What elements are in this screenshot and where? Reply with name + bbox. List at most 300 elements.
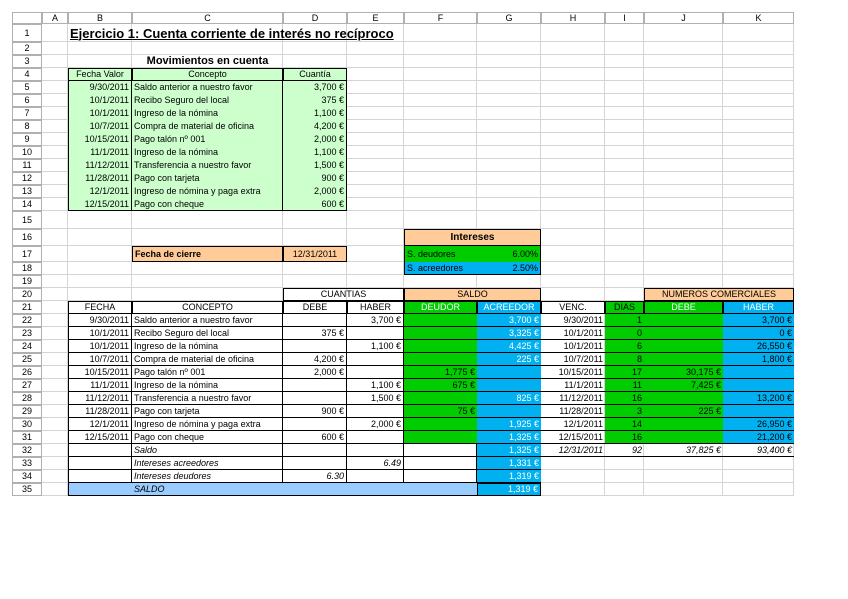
row-header[interactable]: 14 [12, 198, 42, 211]
haber-cell[interactable]: 2,000 € [347, 418, 404, 431]
nc-debe-cell[interactable] [644, 314, 723, 327]
acreedor-cell[interactable] [477, 405, 541, 418]
saldo-row-nc-debe[interactable]: 37,825 € [644, 444, 723, 457]
grid-cell[interactable] [42, 392, 68, 405]
grid-cell[interactable] [541, 120, 605, 133]
grid-cell[interactable] [283, 262, 347, 275]
concepto-cell[interactable]: Compra de material de oficina [132, 353, 283, 366]
grid-cell[interactable] [541, 172, 605, 185]
grid-cell[interactable] [644, 483, 723, 496]
nc-haber-cell[interactable]: 1,800 € [723, 353, 794, 366]
grid-cell[interactable] [723, 107, 794, 120]
nc-debe-cell[interactable] [644, 327, 723, 340]
grid-cell[interactable] [644, 185, 723, 198]
grid-cell[interactable] [404, 185, 477, 198]
column-header[interactable]: A [42, 12, 68, 24]
haber-cell[interactable] [347, 327, 404, 340]
mov-cuantia[interactable]: 375 € [283, 94, 347, 107]
grid-cell[interactable] [477, 120, 541, 133]
concepto-header[interactable]: Concepto [132, 68, 283, 81]
mov-cuantia[interactable]: 1,500 € [283, 159, 347, 172]
mov-concepto[interactable]: Pago con tarjeta [132, 172, 283, 185]
grid-cell[interactable] [42, 340, 68, 353]
grid-cell[interactable] [404, 120, 477, 133]
grid-cell[interactable] [477, 159, 541, 172]
grid-cell[interactable] [42, 314, 68, 327]
grid-cell[interactable] [477, 94, 541, 107]
deudor-cell[interactable]: 75 € [404, 405, 477, 418]
grid-cell[interactable] [42, 275, 68, 288]
saldo-row-haber[interactable] [347, 444, 404, 457]
grid-cell[interactable] [42, 172, 68, 185]
mov-fecha[interactable]: 11/28/2011 [68, 172, 132, 185]
row-header[interactable]: 23 [12, 327, 42, 340]
grid-cell[interactable] [347, 246, 404, 262]
grid-cell[interactable] [644, 107, 723, 120]
mov-fecha[interactable]: 9/30/2011 [68, 81, 132, 94]
grid-cell[interactable] [42, 55, 68, 68]
int-deu-haber[interactable] [347, 470, 404, 483]
row-header[interactable]: 5 [12, 81, 42, 94]
haber-cell[interactable] [347, 366, 404, 379]
grid-cell[interactable] [605, 275, 644, 288]
saldo-row-dias[interactable]: 92 [605, 444, 644, 457]
debe-cell[interactable]: 900 € [283, 405, 347, 418]
grid-cell[interactable] [42, 470, 68, 483]
grid-cell[interactable] [477, 211, 541, 229]
int-acreedores-label[interactable]: Intereses acreedores [132, 457, 283, 470]
grid-cell[interactable] [42, 211, 68, 229]
grid-cell[interactable] [605, 146, 644, 159]
saldo-final-label[interactable]: SALDO [132, 483, 283, 496]
saldo-final-deudor[interactable] [404, 483, 477, 496]
grid-cell[interactable] [723, 198, 794, 211]
grid-cell[interactable] [605, 81, 644, 94]
debe-cell[interactable]: 600 € [283, 431, 347, 444]
acreedor-header[interactable]: ACREEDOR [477, 301, 541, 314]
acreedor-cell[interactable]: 1,325 € [477, 431, 541, 444]
grid-cell[interactable] [477, 185, 541, 198]
mov-concepto[interactable]: Pago con cheque [132, 198, 283, 211]
row-header[interactable]: 21 [12, 301, 42, 314]
venc-header[interactable]: VENC. [541, 301, 605, 314]
grid-cell[interactable] [723, 172, 794, 185]
venc-cell[interactable]: 11/12/2011 [541, 392, 605, 405]
dias-cell[interactable]: 1 [605, 314, 644, 327]
row-header[interactable]: 20 [12, 288, 42, 301]
mov-fecha[interactable]: 12/15/2011 [68, 198, 132, 211]
grid-cell[interactable] [723, 24, 794, 42]
mov-concepto[interactable]: Compra de material de oficina [132, 120, 283, 133]
grid-cell[interactable] [723, 146, 794, 159]
mov-fecha[interactable]: 11/1/2011 [68, 146, 132, 159]
dias-cell[interactable]: 6 [605, 340, 644, 353]
nc-haber-cell[interactable]: 26,950 € [723, 418, 794, 431]
row-header[interactable]: 24 [12, 340, 42, 353]
mov-concepto[interactable]: Ingreso de la nómina [132, 146, 283, 159]
grid-cell[interactable] [541, 42, 605, 55]
grid-cell[interactable] [605, 133, 644, 146]
grid-cell[interactable] [404, 275, 477, 288]
grid-cell[interactable] [477, 133, 541, 146]
grid-cell[interactable] [42, 457, 68, 470]
grid-cell[interactable] [541, 288, 605, 301]
mov-cuantia[interactable]: 2,000 € [283, 133, 347, 146]
grid-cell[interactable] [644, 42, 723, 55]
mov-concepto[interactable]: Ingreso de la nómina [132, 107, 283, 120]
grid-cell[interactable] [404, 159, 477, 172]
mov-fecha[interactable]: 10/1/2011 [68, 94, 132, 107]
grid-cell[interactable] [541, 55, 605, 68]
grid-cell[interactable] [42, 288, 68, 301]
grid-cell[interactable] [42, 229, 68, 246]
grid-cell[interactable] [347, 159, 404, 172]
row-header[interactable]: 32 [12, 444, 42, 457]
debe-header[interactable]: DEBE [283, 301, 347, 314]
grid-cell[interactable] [404, 94, 477, 107]
grid-cell[interactable] [605, 159, 644, 172]
venc-cell[interactable]: 12/15/2011 [541, 431, 605, 444]
saldo-row-nc-haber[interactable]: 93,400 € [723, 444, 794, 457]
grid-cell[interactable] [68, 211, 132, 229]
grid-cell[interactable] [605, 107, 644, 120]
row-header[interactable]: 10 [12, 146, 42, 159]
grid-cell[interactable] [404, 107, 477, 120]
fecha-cell[interactable]: 11/12/2011 [68, 392, 132, 405]
movimientos-title[interactable]: Movimientos en cuenta [146, 55, 269, 67]
int-acreedores-haber[interactable]: 6.49 [347, 457, 404, 470]
grid-cell[interactable] [347, 275, 404, 288]
grid-cell[interactable] [477, 107, 541, 120]
intereses-title[interactable]: Intereses [404, 229, 541, 246]
row-header[interactable]: 7 [12, 107, 42, 120]
grid-cell[interactable] [42, 146, 68, 159]
mov-concepto[interactable]: Transferencia a nuestro favor [132, 159, 283, 172]
int-acr-debe[interactable] [283, 457, 347, 470]
grid-cell[interactable] [605, 68, 644, 81]
mov-cuantia[interactable]: 1,100 € [283, 146, 347, 159]
grid-cell[interactable] [347, 42, 404, 55]
grid-cell[interactable] [644, 275, 723, 288]
grid-cell[interactable] [541, 185, 605, 198]
mov-fecha[interactable]: 10/1/2011 [68, 107, 132, 120]
row-header[interactable]: 35 [12, 483, 42, 496]
dias-cell[interactable]: 3 [605, 405, 644, 418]
column-header[interactable]: J [644, 12, 723, 24]
grid-cell[interactable] [68, 42, 132, 55]
grid-cell[interactable] [541, 262, 605, 275]
row-header[interactable]: 13 [12, 185, 42, 198]
mov-fecha[interactable]: 11/12/2011 [68, 159, 132, 172]
saldo-final-value[interactable]: 1,319 € [477, 483, 541, 496]
nc-debe-header[interactable]: DEBE [644, 301, 723, 314]
saldo-row-deudor[interactable] [404, 444, 477, 457]
debe-cell[interactable]: 2,000 € [283, 366, 347, 379]
grid-cell[interactable] [42, 431, 68, 444]
grid-cell[interactable] [42, 133, 68, 146]
grid-cell[interactable] [283, 229, 347, 246]
row-header[interactable]: 11 [12, 159, 42, 172]
row-header[interactable]: 25 [12, 353, 42, 366]
grid-cell[interactable] [723, 246, 794, 262]
row-header[interactable]: 19 [12, 275, 42, 288]
int-acr-deudor[interactable] [404, 457, 477, 470]
grid-cell[interactable] [347, 198, 404, 211]
grid-cell[interactable] [723, 159, 794, 172]
grid-cell[interactable] [605, 229, 644, 246]
saldo-final-debe[interactable] [283, 483, 347, 496]
dias-cell[interactable]: 11 [605, 379, 644, 392]
grid-cell[interactable] [723, 483, 794, 496]
grid-cell[interactable] [42, 81, 68, 94]
grid-cell[interactable] [605, 120, 644, 133]
grid-cell[interactable] [644, 81, 723, 94]
grid-cell[interactable] [644, 24, 723, 42]
grid-cell[interactable] [541, 246, 605, 262]
grid-cell[interactable] [404, 211, 477, 229]
nc-haber-cell[interactable]: 0 € [723, 327, 794, 340]
grid-cell[interactable] [283, 275, 347, 288]
grid-cell[interactable] [541, 68, 605, 81]
grid-cell[interactable] [42, 366, 68, 379]
grid-cell[interactable] [723, 211, 794, 229]
grid-cell[interactable] [723, 94, 794, 107]
grid-cell[interactable] [42, 94, 68, 107]
nc-debe-cell[interactable]: 7,425 € [644, 379, 723, 392]
column-header[interactable]: E [347, 12, 404, 24]
concepto-cell[interactable]: Pago con tarjeta [132, 405, 283, 418]
grid-cell[interactable] [42, 483, 68, 496]
grid-cell[interactable] [404, 198, 477, 211]
grid-cell[interactable] [644, 229, 723, 246]
grid-cell[interactable] [42, 353, 68, 366]
grid-cell[interactable] [347, 229, 404, 246]
grid-cell[interactable] [605, 483, 644, 496]
grid-cell[interactable] [404, 81, 477, 94]
deudor-cell[interactable] [404, 340, 477, 353]
cuantia-header[interactable]: Cuantía [283, 68, 347, 81]
column-header[interactable]: K [723, 12, 794, 24]
nc-haber-cell[interactable] [723, 366, 794, 379]
grid-cell[interactable] [404, 146, 477, 159]
grid-cell[interactable] [723, 470, 794, 483]
int-acr-blank[interactable] [68, 457, 132, 470]
concepto-cell[interactable]: Ingreso de la nómina [132, 379, 283, 392]
grid-cell[interactable] [347, 185, 404, 198]
venc-cell[interactable]: 10/1/2011 [541, 327, 605, 340]
row-header[interactable]: 29 [12, 405, 42, 418]
grid-cell[interactable] [42, 327, 68, 340]
int-deudores-label[interactable]: Intereses deudores [132, 470, 283, 483]
grid-cell[interactable] [605, 198, 644, 211]
grid-cell[interactable] [42, 68, 68, 81]
debe-cell[interactable]: 375 € [283, 327, 347, 340]
concepto-cell[interactable]: Ingreso de la nómina [132, 340, 283, 353]
cuantias-group-header[interactable]: CUANTIAS [283, 288, 404, 301]
mov-fecha[interactable]: 12/1/2011 [68, 185, 132, 198]
venc-cell[interactable]: 10/7/2011 [541, 353, 605, 366]
grid-cell[interactable] [42, 42, 68, 55]
grid-cell[interactable] [723, 68, 794, 81]
concepto-cell[interactable]: Transferencia a nuestro favor [132, 392, 283, 405]
grid-cell[interactable] [42, 246, 68, 262]
grid-cell[interactable] [541, 159, 605, 172]
row-header[interactable]: 18 [12, 262, 42, 275]
grid-cell[interactable] [644, 94, 723, 107]
row-header[interactable]: 27 [12, 379, 42, 392]
fecha-cell[interactable]: 10/7/2011 [68, 353, 132, 366]
column-header[interactable]: D [283, 12, 347, 24]
int-deu-blank[interactable] [68, 470, 132, 483]
grid-cell[interactable] [605, 172, 644, 185]
s-acreedores-label[interactable]: S. acreedores [404, 262, 477, 275]
concepto-cell[interactable]: Ingreso de nómina y paga extra [132, 418, 283, 431]
grid-cell[interactable] [644, 55, 723, 68]
mov-cuantia[interactable]: 2,000 € [283, 185, 347, 198]
grid-cell[interactable] [723, 457, 794, 470]
mov-concepto[interactable]: Pago talón nº 001 [132, 133, 283, 146]
grid-cell[interactable] [404, 133, 477, 146]
grid-cell[interactable] [68, 275, 132, 288]
grid-cell[interactable] [347, 133, 404, 146]
dias-cell[interactable]: 0 [605, 327, 644, 340]
nc-haber-cell[interactable] [723, 379, 794, 392]
nc-debe-cell[interactable] [644, 340, 723, 353]
grid-cell[interactable] [347, 68, 404, 81]
grid-cell[interactable] [644, 262, 723, 275]
grid-cell[interactable] [404, 55, 477, 68]
mov-cuantia[interactable]: 3,700 € [283, 81, 347, 94]
grid-cell[interactable] [347, 107, 404, 120]
nc-haber-cell[interactable] [723, 405, 794, 418]
grid-cell[interactable] [477, 172, 541, 185]
dias-cell[interactable]: 17 [605, 366, 644, 379]
venc-cell[interactable]: 11/28/2011 [541, 405, 605, 418]
saldo-row-acreedor[interactable]: 1,325 € [477, 444, 541, 457]
grid-cell[interactable] [477, 55, 541, 68]
grid-cell[interactable] [347, 120, 404, 133]
grid-cell[interactable] [477, 198, 541, 211]
saldo-group-header[interactable]: SALDO [404, 288, 541, 301]
grid-cell[interactable] [347, 94, 404, 107]
haber-cell[interactable]: 1,100 € [347, 379, 404, 392]
grid-cell[interactable] [42, 379, 68, 392]
saldo-row-debe[interactable] [283, 444, 347, 457]
grid-cell[interactable] [404, 68, 477, 81]
grid-cell[interactable] [68, 262, 132, 275]
row-header[interactable]: 4 [12, 68, 42, 81]
mov-cuantia[interactable]: 900 € [283, 172, 347, 185]
s-deudores-value[interactable]: 6.00% [477, 246, 541, 262]
grid-cell[interactable] [644, 133, 723, 146]
nc-haber-cell[interactable]: 13,200 € [723, 392, 794, 405]
grid-cell[interactable] [42, 418, 68, 431]
fecha-cell[interactable]: 12/1/2011 [68, 418, 132, 431]
haber-cell[interactable] [347, 405, 404, 418]
row-header[interactable]: 1 [12, 24, 42, 42]
grid-cell[interactable] [605, 211, 644, 229]
mov-concepto[interactable]: Recibo Seguro del local [132, 94, 283, 107]
grid-cell[interactable] [541, 107, 605, 120]
grid-cell[interactable] [42, 405, 68, 418]
fecha-header[interactable]: FECHA [68, 301, 132, 314]
haber-cell[interactable] [347, 431, 404, 444]
grid-cell[interactable] [605, 94, 644, 107]
row-header[interactable]: 28 [12, 392, 42, 405]
haber-cell[interactable]: 1,500 € [347, 392, 404, 405]
grid-cell[interactable] [541, 211, 605, 229]
grid-cell[interactable] [723, 275, 794, 288]
deudor-cell[interactable] [404, 418, 477, 431]
grid-cell[interactable] [605, 457, 644, 470]
grid-cell[interactable] [68, 246, 132, 262]
saldo-row-blank[interactable] [68, 444, 132, 457]
concepto-header[interactable]: CONCEPTO [132, 301, 283, 314]
grid-cell[interactable] [541, 81, 605, 94]
concepto-cell[interactable]: Recibo Seguro del local [132, 327, 283, 340]
grid-cell[interactable] [541, 483, 605, 496]
row-header[interactable]: 26 [12, 366, 42, 379]
grid-cell[interactable] [42, 301, 68, 314]
dias-cell[interactable]: 8 [605, 353, 644, 366]
nc-debe-cell[interactable] [644, 392, 723, 405]
debe-cell[interactable] [283, 379, 347, 392]
grid-cell[interactable] [644, 172, 723, 185]
grid-cell[interactable] [723, 229, 794, 246]
debe-cell[interactable] [283, 314, 347, 327]
row-header[interactable]: 12 [12, 172, 42, 185]
mov-fecha[interactable]: 10/15/2011 [68, 133, 132, 146]
row-header[interactable]: 16 [12, 229, 42, 246]
nc-debe-cell[interactable] [644, 418, 723, 431]
grid-cell[interactable] [404, 172, 477, 185]
grid-cell[interactable] [132, 229, 283, 246]
numeros-comerciales-header[interactable]: NUMEROS COMERCIALES [644, 288, 794, 301]
grid-cell[interactable] [477, 68, 541, 81]
grid-cell[interactable] [283, 42, 347, 55]
fecha-cierre-value[interactable]: 12/31/2011 [283, 246, 347, 262]
deudor-cell[interactable] [404, 327, 477, 340]
grid-cell[interactable] [605, 55, 644, 68]
grid-cell[interactable] [477, 42, 541, 55]
venc-cell[interactable]: 10/15/2011 [541, 366, 605, 379]
grid-cell[interactable] [723, 81, 794, 94]
deudor-cell[interactable] [404, 314, 477, 327]
grid-cell[interactable] [644, 68, 723, 81]
grid-cell[interactable] [42, 198, 68, 211]
grid-cell[interactable] [541, 146, 605, 159]
nc-debe-cell[interactable]: 225 € [644, 405, 723, 418]
concepto-cell[interactable]: Saldo anterior a nuestro favor [132, 314, 283, 327]
venc-cell[interactable]: 10/1/2011 [541, 340, 605, 353]
int-deudores-debe[interactable]: 6.30 [283, 470, 347, 483]
debe-cell[interactable]: 4,200 € [283, 353, 347, 366]
debe-cell[interactable] [283, 340, 347, 353]
row-header[interactable]: 2 [12, 42, 42, 55]
row-header[interactable]: 15 [12, 211, 42, 229]
deudor-cell[interactable] [404, 353, 477, 366]
acreedor-cell[interactable] [477, 366, 541, 379]
fecha-cell[interactable]: 12/15/2011 [68, 431, 132, 444]
nc-haber-cell[interactable]: 26,550 € [723, 340, 794, 353]
deudor-cell[interactable]: 1,775 € [404, 366, 477, 379]
mov-cuantia[interactable]: 1,100 € [283, 107, 347, 120]
grid-cell[interactable] [132, 288, 283, 301]
grid-cell[interactable] [132, 262, 283, 275]
row-header[interactable]: 17 [12, 246, 42, 262]
grid-cell[interactable] [404, 42, 477, 55]
row-header[interactable]: 9 [12, 133, 42, 146]
